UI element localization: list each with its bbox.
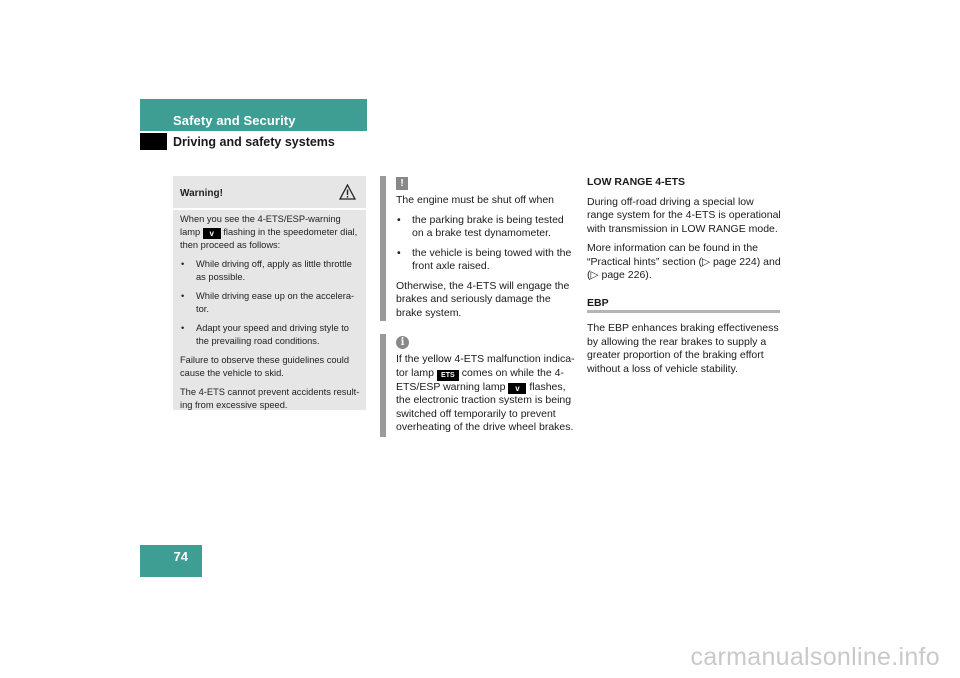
low-range-para: During off-road driving a special low range system for the 4-ETS is operational with transmission in LOW RANGE mode. bbox=[587, 195, 781, 235]
low-range-reference: More information can be found in the “Practical hints” section (▷ page 224) and (▷ page 226). bbox=[587, 242, 781, 281]
subsection-marker bbox=[140, 133, 167, 150]
warning-list bbox=[180, 258, 360, 348]
warning-body bbox=[180, 213, 360, 418]
warning-para-speed: The 4-ETS cannot prevent accidents result-ing from excessive speed. bbox=[180, 387, 360, 410]
info-text-part: If the yellow 4-ETS malfunction indica-tor lamp bbox=[396, 353, 575, 379]
ets-malfunction-lamp-icon: ETS bbox=[437, 370, 459, 381]
page-number-text: 74 bbox=[173, 549, 188, 564]
warning-triangle-icon bbox=[339, 184, 356, 200]
note-intro: The engine must be shut off when bbox=[396, 194, 554, 206]
note-list bbox=[396, 214, 576, 274]
subsection-title: Driving and safety systems bbox=[173, 135, 335, 149]
warning-intro bbox=[180, 213, 360, 252]
info-text-part: comes on while the 4-ETS/ESP warning lamp bbox=[396, 366, 564, 393]
list-item: • the vehicle is being towed with the front axle raised. bbox=[396, 247, 576, 274]
warning-intro-after: flashing in the speedometer dial, then proceed as follows: bbox=[180, 227, 358, 250]
list-item: • Adapt your speed and driving style to the prevailing road conditions. bbox=[180, 322, 360, 348]
watermark: carmanualsonline.info bbox=[690, 643, 940, 671]
esp-warning-lamp-icon: v bbox=[508, 383, 526, 394]
esp-warning-lamp-icon: v bbox=[203, 228, 221, 239]
low-range-section bbox=[587, 176, 782, 289]
info-text-part: flashes, the electronic traction system is being switched off temporarily to prevent overheating of the drive wheel brakes. bbox=[396, 380, 574, 433]
note-para: Otherwise, the 4-ETS will engage the brakes and seriously damage the brake system. bbox=[396, 279, 570, 319]
info-block bbox=[396, 353, 576, 441]
warning-para-skid: Failure to observe these guidelines could cause the vehicle to skid. bbox=[180, 355, 349, 378]
low-range-heading: LOW RANGE 4-ETS bbox=[587, 176, 686, 188]
note-sidebar bbox=[380, 176, 386, 321]
exclamation-icon: ! bbox=[396, 177, 408, 190]
warning-intro-before: When you see the 4-ETS/ESP-warning lamp bbox=[180, 214, 341, 237]
warning-divider bbox=[173, 208, 366, 210]
ebp-para: The EBP enhances braking effectiveness by allowing the rear brakes to supply a greater proportion of the braking effort without a loss of vehicle stability. bbox=[587, 322, 779, 375]
list-item: • While driving ease up on the accelera-tor. bbox=[180, 290, 360, 316]
ebp-heading: EBP bbox=[587, 297, 609, 309]
list-item: • the parking brake is being tested on a brake test dynamometer. bbox=[396, 214, 576, 241]
list-item: • While driving off, apply as little throttle as possible. bbox=[180, 258, 360, 284]
section-title: Safety and Security bbox=[173, 113, 296, 128]
warning-box bbox=[173, 176, 366, 410]
info-sidebar bbox=[380, 334, 386, 437]
ebp-section bbox=[587, 322, 782, 382]
warning-heading: Warning! bbox=[180, 188, 223, 199]
note-block bbox=[396, 194, 576, 326]
ebp-divider bbox=[587, 310, 780, 313]
info-icon: i bbox=[396, 336, 409, 349]
page-number bbox=[140, 549, 202, 564]
info-text bbox=[396, 353, 576, 435]
